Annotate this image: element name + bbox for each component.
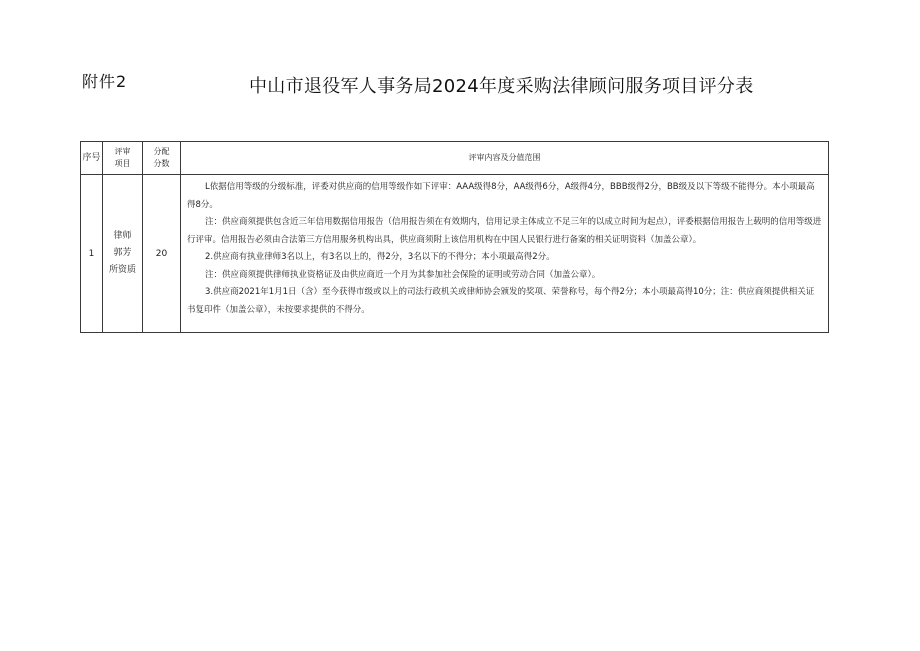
- row-review-item-line3: 所资质: [108, 265, 136, 275]
- criterion-lawyer-count: 2.供应商有执业律师3名以上，有3名以上的，得2分，3名以下的不得分；本小项最高得2分。: [205, 252, 555, 262]
- criterion-lawyer-count-note: 注：供应商须提供律师执业资格证及由供应商近一个月为其参加社会保险的证明或劳动合同（加盖公章）。: [205, 269, 601, 280]
- table-header-row: [81, 142, 829, 175]
- header-allocated-score-line2: 分数: [153, 159, 170, 168]
- row-review-item-line2: 郭芳: [113, 248, 132, 258]
- header-review-content: 评审内容及分值范围: [181, 142, 829, 175]
- scoring-table: [80, 141, 829, 333]
- attachment-label: 附件2: [82, 72, 128, 91]
- criterion-credit-rating-note: 注：供应商须提供包含近三年信用数据信用报告（信用报告须在有效期内，信用记录主体成立不足三年的以成立时间为起点），评委根据信用报告上载明的信用等级进行评审。信用报告必须由合法第三方信用服务机构出具，供应商须附上该信用机构在中国人民银行进行备案的相关证明资料（加盖公章）。: [187, 217, 822, 245]
- criterion-credit-rating: L依据信用等级的分级标准，评委对供应商的信用等级作如下评审：AAA级得8分，AA级得6分，A级得4分，BBB级得2分，BB级及以下等级不能得分。本小项最高得8分。: [187, 182, 815, 210]
- row-serial-number: 1: [81, 175, 103, 333]
- header-serial-number: 序号: [81, 142, 103, 175]
- header-allocated-score: [143, 142, 181, 175]
- criterion-awards: 3.供应商2021年1月1日（含）至今获得市级或以上的司法行政机关或律师协会颁发的奖项、荣誉称号，每个得2分；本小项最高得10分；注：供应商须提供相关证书复印件（加盖公章），未按要求提供的不得分。: [187, 287, 815, 315]
- row-review-item-line1: 律师: [113, 231, 132, 241]
- header-review-item-line2: 项目: [114, 159, 131, 168]
- table-row: [81, 175, 829, 333]
- header-review-item-line1: 评审: [114, 147, 131, 156]
- document-title: 中山市退役军人事务局2024年度采购法律顾问服务项目评分表: [249, 76, 754, 97]
- row-review-content: [181, 175, 829, 333]
- header-allocated-score-line1: 分配: [153, 147, 170, 156]
- row-allocated-score: 20: [143, 175, 181, 333]
- row-review-item: [103, 175, 143, 333]
- header-review-item: [103, 142, 143, 175]
